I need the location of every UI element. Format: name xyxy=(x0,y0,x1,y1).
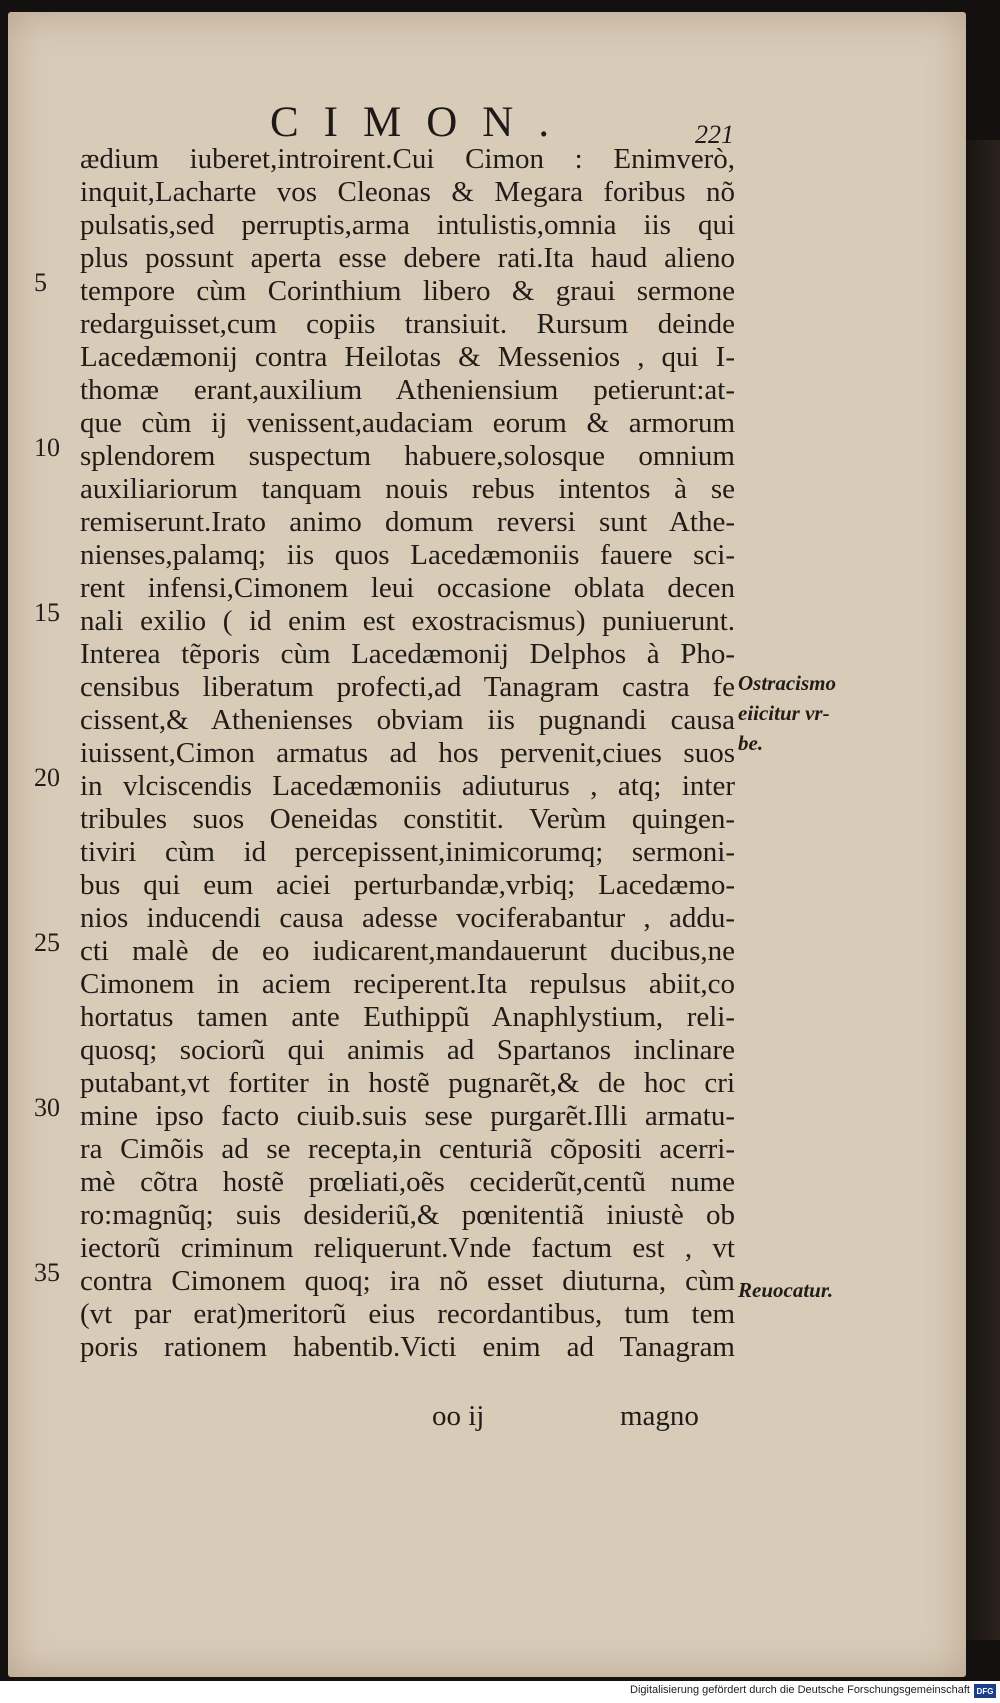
catchword: magno xyxy=(620,1400,699,1432)
line-number-25: 25 xyxy=(34,928,60,957)
text-line: censibus liberatum profecti,ad Tanagram castra fe xyxy=(80,671,735,703)
text-line: nienses,palamq; iis quos Lacedæmoniis fauere sci- xyxy=(80,539,735,571)
book-spine-edge xyxy=(966,140,1000,1640)
line-number-5: 5 xyxy=(34,268,47,297)
text-line: ædium iuberet,introirent.Cui Cimon : Enimverò, xyxy=(80,143,735,175)
digitization-credit: Digitalisierung gefördert durch die Deutsche Forschungsgemeinschaft xyxy=(630,1684,970,1696)
text-line: auxiliariorum tanquam nouis rebus intentos à se xyxy=(80,473,735,505)
text-line: mine ipso facto ciuib.suis sese purgarẽt.Illi armatu- xyxy=(80,1100,735,1132)
text-line: ra Cimõis ad se recepta,in centuriã cõpositi acerri- xyxy=(80,1133,735,1165)
signature-mark: oo ij xyxy=(432,1400,485,1432)
text-line: redarguisset,cum copiis transiuit. Rursum deinde xyxy=(80,308,735,340)
text-line: plus possunt aperta esse debere rati.Ita haud alieno xyxy=(80,242,735,274)
running-head: CIMON. xyxy=(270,99,575,146)
text-line: Lacedæmonij contra Heilotas & Messenios , qui I- xyxy=(80,341,735,373)
line-number-15: 15 xyxy=(34,598,60,627)
margin-note-ostracism xyxy=(738,668,836,758)
text-line: iuissent,Cimon armatus ad hos pervenit,ciues suos xyxy=(80,737,735,769)
text-line: inquit,Lacharte vos Cleonas & Megara foribus nõ xyxy=(80,176,735,208)
text-line: thomæ erant,auxilium Atheniensium petierunt:at- xyxy=(80,374,735,406)
text-line: que cùm ij venissent,audaciam eorum & armorum xyxy=(80,407,735,439)
text-line: tempore cùm Corinthium libero & graui sermone xyxy=(80,275,735,307)
margin-note-line: Reuocatur. xyxy=(738,1278,834,1302)
text-line: bus qui eum aciei perturbandæ,vrbiq; Lacedæmo- xyxy=(80,869,735,901)
text-line: tiviri cùm id percepissent,inimicorumq; sermoni- xyxy=(80,836,735,868)
text-line: remiserunt.Irato animo domum reversi sunt Athe- xyxy=(80,506,735,538)
text-line: nios inducendi causa adesse vociferabantur , addu- xyxy=(80,902,735,934)
text-line: putabant,vt fortiter in hostẽ pugnarẽt,& de hoc cri xyxy=(80,1067,735,1099)
text-line: quosq; sociorũ qui animis ad Spartanos inclinare xyxy=(80,1034,735,1066)
text-line: in vlciscendis Lacedæmoniis adiuturus , atq; inter xyxy=(80,770,735,802)
margin-note-line: eiicitur vr- xyxy=(738,701,830,725)
text-line: mè cõtra hostẽ prœliati,oẽs ceciderũt,centũ nume xyxy=(80,1166,735,1198)
text-line: Cimonem in aciem reciperent.Ita repulsus abiit,co xyxy=(80,968,735,1000)
margin-note-line: Ostracismo xyxy=(738,671,837,695)
text-line: iectorũ criminum reliquerunt.Vnde factum est , vt xyxy=(80,1232,735,1264)
text-line: pulsatis,sed perruptis,arma intulistis,omnia iis qui xyxy=(80,209,735,241)
text-line: rent infensi,Cimonem leui occasione oblata decen xyxy=(80,572,735,604)
text-line: nali exilio ( id enim est exostracismus) puniuerunt. xyxy=(80,605,735,637)
text-line: splendorem suspectum habuere,solosque omnium xyxy=(80,440,735,472)
text-line: Interea tẽporis cùm Lacedæmonij Delphos à Pho- xyxy=(80,638,735,670)
text-line: hortatus tamen ante Euthippũ Anaphlystium, reli- xyxy=(80,1001,735,1033)
dfg-logo-icon: DFG xyxy=(974,1684,996,1698)
text-line: cissent,& Athenienses obviam iis pugnandi causa xyxy=(80,704,735,736)
text-line: (vt par erat)meritorũ eius recordantibus, tum tem xyxy=(80,1298,735,1330)
text-line: poris rationem habentib.Victi enim ad Tanagram xyxy=(80,1331,735,1363)
page-number: 221 xyxy=(695,120,734,149)
line-number-30: 30 xyxy=(34,1093,60,1122)
line-number-10: 10 xyxy=(34,433,60,462)
text-line: ro:magnũq; suis desideriũ,& pœnitentiã iniustè ob xyxy=(80,1199,735,1231)
line-number-20: 20 xyxy=(34,763,60,792)
text-line: tribules suos Oeneidas constitit. Verùm quingen- xyxy=(80,803,735,835)
line-number-35: 35 xyxy=(34,1258,60,1287)
margin-note-line: be. xyxy=(738,731,764,755)
text-line: contra Cimonem quoq; ira nõ esset diuturna, cùm xyxy=(80,1265,735,1297)
text-line: cti malè de eo iudicarent,mandauerunt ducibus,ne xyxy=(80,935,735,967)
margin-note-recall xyxy=(738,1275,833,1305)
